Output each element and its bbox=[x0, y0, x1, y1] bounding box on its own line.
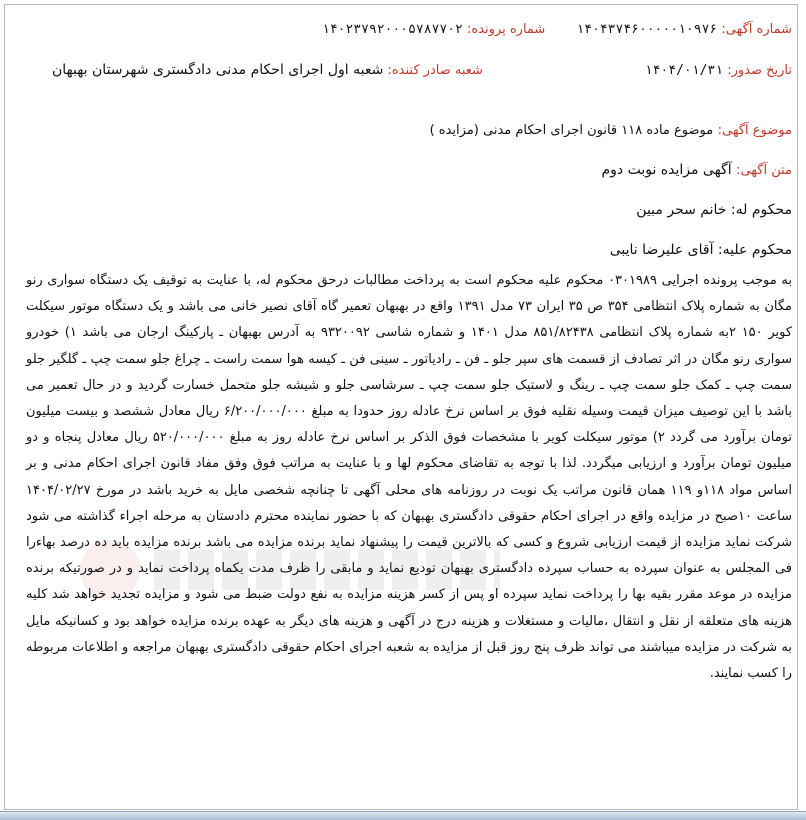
notice-document bbox=[22, 22, 792, 687]
file-number-label: شماره پرونده: bbox=[467, 22, 546, 37]
notice-text-label: متن آگهی: bbox=[736, 163, 792, 178]
notice-number: ۱۴۰۴۳۷۴۶۰۰۰۰۰۱۰۹۷۶ bbox=[576, 22, 718, 37]
defendant-line bbox=[22, 232, 792, 268]
issue-date-field bbox=[645, 63, 792, 78]
window-bottom-bar bbox=[0, 811, 806, 820]
notice-text-title: آگهی مزایده نوبت دوم bbox=[601, 162, 732, 178]
plaintiff-line bbox=[22, 192, 792, 228]
defendant-text: محکوم علیه: آقای علیرضا نایبی bbox=[609, 242, 792, 258]
file-number: ۱۴۰۲۳۷۹۲۰۰۰۵۷۸۷۷۰۲ bbox=[322, 22, 463, 37]
issuer-label: شعبه صادر کننده: bbox=[387, 63, 483, 78]
subject-line bbox=[22, 112, 792, 148]
plaintiff-text: محکوم له: خانم سحر مبین bbox=[636, 202, 792, 218]
header-row-1 bbox=[22, 22, 792, 62]
header-row-2 bbox=[22, 62, 792, 102]
subject-label: موضوع آگهی: bbox=[717, 123, 792, 138]
notice-number-label: شماره آگهی: bbox=[721, 22, 792, 37]
file-number-field bbox=[322, 22, 545, 37]
issuer-name: شعبه اول اجرای احکام مدنی دادگستری شهرستان بهبهان bbox=[52, 62, 384, 78]
notice-number-field bbox=[576, 22, 792, 37]
issue-date-label: تاریخ صدور: bbox=[727, 63, 792, 78]
notice-text-line bbox=[22, 152, 792, 188]
notice-body: به موجب پرونده اجرایی ۰۳۰۱۹۸۹ محکوم علیه محکوم است به پرداخت مطالبات درحق محکوم له، با عنایت به توقیف یک دستگاه سواری رنو مگان به شماره پلاک انتظامی ۳۵۴ ص ۳۵ ایران ۷۳ مدل ۱۳۹۱ واقع در بهبهان تعمیر گاه آقای نصیر خانی می باشد و یک دستگاه موتور سیکلت کویر ۱۵۰ ۲به شماره پلاک انتظامی ۸۵۱/۸۲۴۳۸ مدل ۱۴۰۱ و شماره شاسی ۹۳۲۰۰۹۲ به آدرس بهبهان ـ پارکینگ ارجان می باشد ۱) خودرو سواری رنو مگان در اثر تصادف از قسمت های سپر جلو ـ فن ـ رادیاتور ـ سینی فن ـ کیسه هوا سمت راست ـ چراغ جلو سمت چپ ـ گلگیر جلو سمت چپ ـ کمک جلو سمت چپ ـ رینگ و لاستیک جلو سمت چپ ـ سرشاسی جلو و شیشه جلو متحمل خسارت گردید و در حال تعمیر می باشد با این توصیف میزان قیمت وسیله نقلیه فوق بر اساس نرخ عادله روز حدودا به مبلغ ۶/۲۰۰/۰۰۰/۰۰۰ ریال معادل ششصد و بیست میلیون تومان برآورد می گردد ۲) موتور سیکلت کویر با مشخصات فوق الذکر بر اساس نرخ عادله روز به مبلغ ۵۲۰/۰۰۰/۰۰۰ ریال معادل پنجاه و دو میلیون تومان برآورد و ارزیابی میگردد. لذا با توجه به تقاضای محکوم لها و با عنایت به مراتب فوق وفق مفاد قانون اجرای احکام مدنی و بر اساس مواد ۱۱۸و ۱۱۹ همان قانون مراتب یک نوبت در روزنامه های محلی آگهی تا چنانچه شخصی مایل به خرید باشد در مورخ ۱۴۰۴/۰۲/۲۷ ساعت ۱۰صبح در مزایده واقع در اجرای احکام حقوقی دادگستری بهبهان که با حضور نماینده محترم دادستان به مرحله اجراء گذاشته می شود شرکت نماید مزایده از قیمت ارزیابی شروع و کسی که بالاترین قیمت را پیشنهاد نماید برنده مزایده می باشد برنده مزایده باید ده درصد بهاءرا فی المجلس به عنوان سپرده به حساب سپرده دادگستری بهبهان تودیع نماید و مابقی را ظرف مدت یکماه پرداخت نماید و در صورتیکه برنده مزایده در موعد مقرر بقیه بها را پرداخت نماید سپرده او پس از کسر هزینه مزایده به نفع دولت ضبط می شود و مزایده تجدید خواهد شد کلیه هزینه های متعلقه از نقل و انتقال ،مالیات و مستغلات و هزینه درج در آگهی و هزینه های دیگر به عهده برنده مزایده خواهد بود و کسانیکه مایل به شرکت در مزایده میباشند می تواند ظرف پنج روز قبل از مزایده به شعبه اجرای احکام حقوقی دادگستری بهبهان مراجعه و اطلاعات مربوطه را کسب نمایند. bbox=[26, 273, 793, 682]
issue-date: ۱۴۰۴/۰۱/۳۱ bbox=[644, 63, 724, 78]
subject-text: موضوع ماده ۱۱۸ قانون اجرای احکام مدنی (مزایده ) bbox=[429, 123, 714, 138]
issuer-field bbox=[52, 62, 483, 78]
